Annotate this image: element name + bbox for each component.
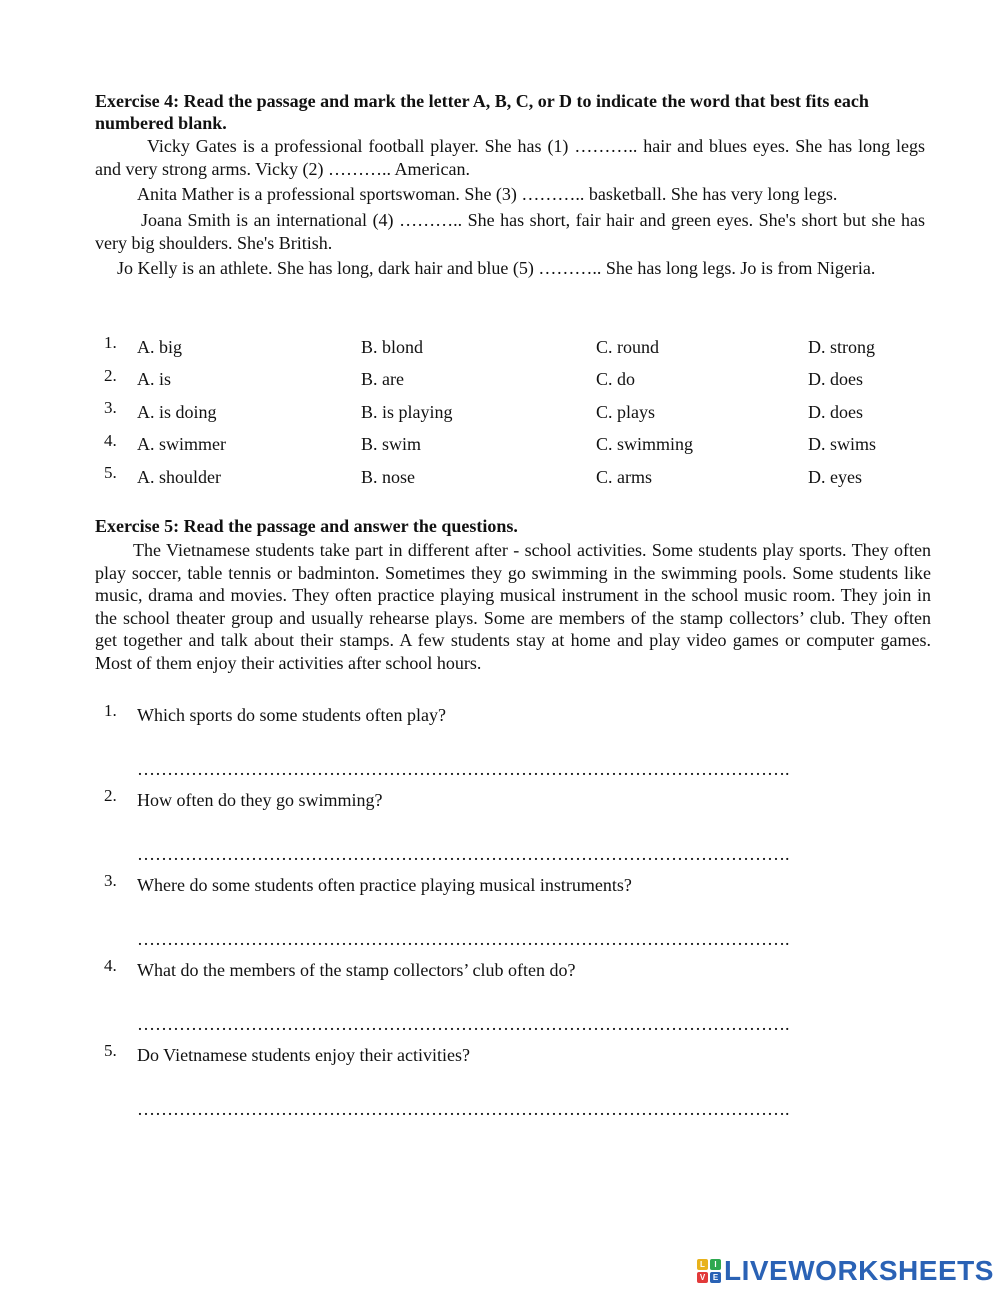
answer-line[interactable]: ………………………………………………………………………………………………. xyxy=(137,759,790,779)
question-text: Where do some students often practice playing musical instruments? xyxy=(137,875,632,895)
option-a[interactable]: A. shoulder xyxy=(137,467,221,487)
liveworksheets-logo xyxy=(697,1256,994,1286)
ex4-paragraph-1: Vicky Gates is a professional football player. She has (1) ……….. hair and blues eyes. She has long legs and very strong arms. Vicky (2) ……….. American. xyxy=(95,136,925,179)
option-a[interactable]: A. big xyxy=(137,337,182,357)
question-number: 4. xyxy=(104,431,117,450)
logo-text: LIVEWORKSHEETS xyxy=(724,1255,994,1286)
option-b[interactable]: B. nose xyxy=(361,467,415,487)
question-number: 5. xyxy=(104,463,117,482)
answer-line[interactable]: ………………………………………………………………………………………………. xyxy=(137,929,790,949)
question-number: 3. xyxy=(104,398,117,417)
logo-icon-tile: E xyxy=(710,1272,721,1283)
question-text: Do Vietnamese students enjoy their activities? xyxy=(137,1045,470,1065)
option-c[interactable]: C. swimming xyxy=(596,434,694,454)
ex4-paragraph-3: Joana Smith is an international (4) ……….. She has short, fair hair and green eyes. She's short but she has very big shoulders. She's British. xyxy=(95,210,925,253)
option-a[interactable]: A. is doing xyxy=(137,402,217,422)
question-number: 2. xyxy=(104,786,117,805)
logo-icon-tile: L xyxy=(697,1259,708,1270)
option-d[interactable]: D. swims xyxy=(808,434,877,454)
exercise-4-title: Exercise 4: Read the passage and mark the letter A, B, C, or D to indicate the word that best fits each numbered blank. xyxy=(95,91,869,133)
option-a[interactable]: A. swimmer xyxy=(137,434,226,454)
ex4-paragraph-4: Jo Kelly is an athlete. She has long, dark hair and blue (5) ……….. She has long legs. Jo is from Nigeria. xyxy=(117,258,876,278)
logo-icon xyxy=(697,1259,721,1283)
question-number: 1. xyxy=(104,701,117,720)
question-text: What do the members of the stamp collectors’ club often do? xyxy=(137,960,576,980)
option-d[interactable]: D. eyes xyxy=(808,467,862,487)
option-c[interactable]: C. arms xyxy=(596,467,652,487)
question-number: 2. xyxy=(104,366,117,385)
option-c[interactable]: C. do xyxy=(596,369,636,389)
question-number: 1. xyxy=(104,333,117,352)
option-c[interactable]: C. round xyxy=(596,337,659,357)
ex5-passage: The Vietnamese students take part in different after - school activities. Some students play sports. They often play soccer, table tennis or badminton. Sometimes they go swimming in the swimming pools. Some students like music, drama and movies. They often practice playing musical instrument in the school music room. They join in the school theater group and usually rehearse plays. Some are members of the stamp collectors’ club. They often get together and talk about their stamps. A few students stay at home and play video games or computer games. Most of them enjoy their activities after school hours. xyxy=(95,540,931,673)
question-text: How often do they go swimming? xyxy=(137,790,383,810)
option-b[interactable]: B. swim xyxy=(361,434,422,454)
option-d[interactable]: D. does xyxy=(808,369,863,389)
option-c[interactable]: C. plays xyxy=(596,402,656,422)
option-d[interactable]: D. does xyxy=(808,402,863,422)
option-b[interactable]: B. is playing xyxy=(361,402,453,422)
option-d[interactable]: D. strong xyxy=(808,337,875,357)
option-a[interactable]: A. is xyxy=(137,369,172,389)
logo-icon-tile: V xyxy=(697,1272,708,1283)
question-number: 4. xyxy=(104,956,117,975)
option-b[interactable]: B. blond xyxy=(361,337,424,357)
answer-line[interactable]: ………………………………………………………………………………………………. xyxy=(137,844,790,864)
answer-line[interactable]: ………………………………………………………………………………………………. xyxy=(137,1014,790,1034)
question-text: Which sports do some students often play? xyxy=(137,705,446,725)
question-number: 3. xyxy=(104,871,117,890)
ex4-paragraph-2: Anita Mather is a professional sportswoman. She (3) ……….. basketball. She has very long legs. xyxy=(137,184,838,204)
logo-icon-tile: I xyxy=(710,1259,721,1270)
question-number: 5. xyxy=(104,1041,117,1060)
option-b[interactable]: B. are xyxy=(361,369,404,389)
answer-line[interactable]: ………………………………………………………………………………………………. xyxy=(137,1099,790,1119)
exercise-5-title: Exercise 5: Read the passage and answer the questions. xyxy=(95,516,518,536)
